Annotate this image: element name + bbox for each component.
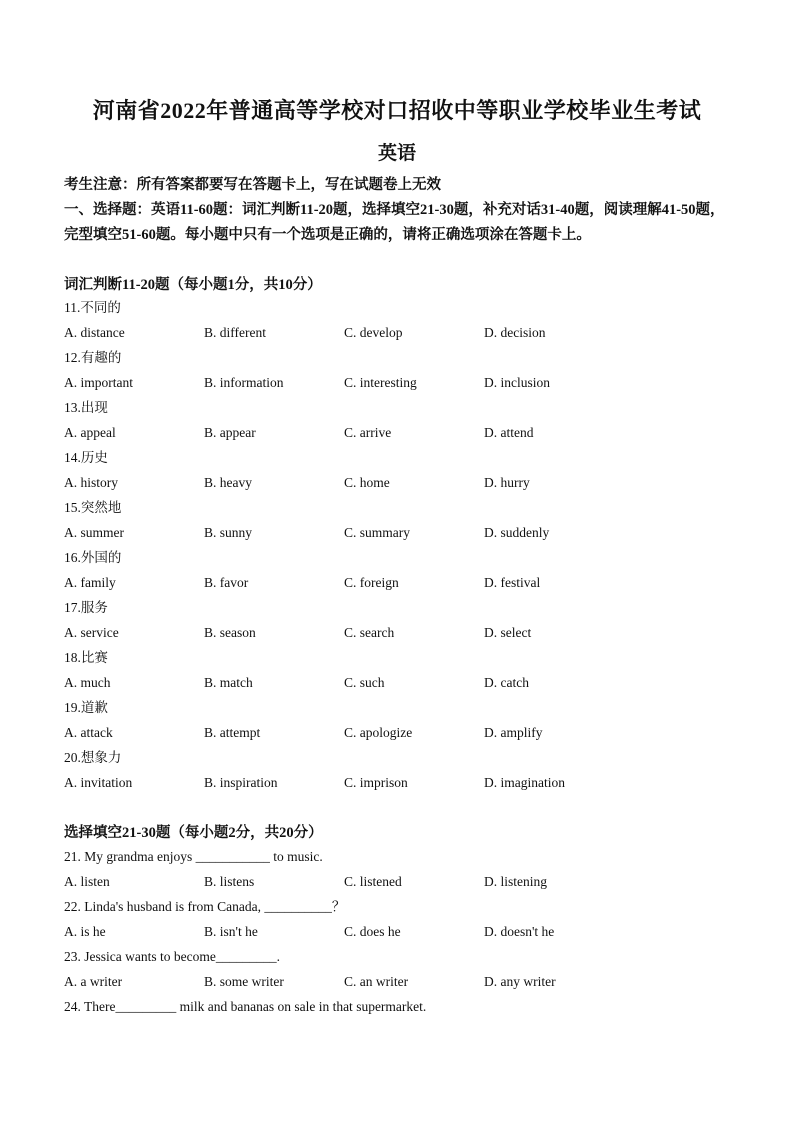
subject-title: 英语 bbox=[377, 143, 416, 164]
question-stem: 19.道歉 bbox=[64, 700, 108, 715]
option-c: C. apologize bbox=[344, 725, 413, 740]
option-d: D. festival bbox=[484, 575, 541, 590]
option-a: A. much bbox=[64, 675, 111, 690]
option-b: B. favor bbox=[204, 575, 249, 590]
option-d: D. inclusion bbox=[484, 375, 550, 390]
option-b: B. some writer bbox=[204, 974, 284, 989]
option-row bbox=[64, 620, 734, 645]
question-stem: 20.想象力 bbox=[64, 750, 122, 765]
option-c: C. such bbox=[344, 675, 385, 690]
option-c: C. imprison bbox=[344, 775, 408, 790]
option-d: D. imagination bbox=[484, 775, 565, 790]
option-b: B. listens bbox=[204, 874, 255, 889]
option-b: B. heavy bbox=[204, 475, 252, 490]
option-d: D. hurry bbox=[484, 475, 530, 490]
option-row bbox=[64, 520, 734, 545]
question-stem: 22. Linda's husband is from Canada, __________？ bbox=[64, 899, 346, 914]
option-c: C. interesting bbox=[344, 375, 417, 390]
option-b: B. different bbox=[204, 325, 266, 340]
section2-heading: 选择填空21-30题（每小题2分，共20分） bbox=[64, 825, 323, 841]
option-a: A. family bbox=[64, 575, 116, 590]
option-a: A. history bbox=[64, 475, 118, 490]
option-c: C. an writer bbox=[344, 974, 409, 989]
question-stem: 17.服务 bbox=[64, 600, 108, 615]
option-c: C. arrive bbox=[344, 425, 392, 440]
question-stem: 15.突然地 bbox=[64, 500, 122, 515]
option-a: A. distance bbox=[64, 325, 125, 340]
option-b: B. sunny bbox=[204, 525, 253, 540]
question-stem: 23. Jessica wants to become_________. bbox=[64, 949, 280, 964]
option-a: A. attack bbox=[64, 725, 113, 740]
option-b: B. season bbox=[204, 625, 256, 640]
question-stem: 12.有趣的 bbox=[64, 350, 122, 365]
section-instructions: 一、选择题：英语11-60题：词汇判断11-20题，选择填空21-30题，补充对话31-40题，阅读理解41-50题，完型填空51-60题。每小题中只有一个选项是正确的，请将正确选项涂在答题卡上。 bbox=[64, 202, 725, 243]
option-a: A. service bbox=[64, 625, 119, 640]
option-b: B. information bbox=[204, 375, 284, 390]
question-stem: 24. There_________ milk and bananas on sale in that supermarket. bbox=[64, 999, 427, 1014]
question-stem: 13.出现 bbox=[64, 400, 108, 415]
option-b: B. match bbox=[204, 675, 253, 690]
option-d: D. listening bbox=[484, 874, 547, 889]
option-row bbox=[64, 570, 734, 595]
section1-questions bbox=[64, 295, 734, 795]
option-a: A. is he bbox=[64, 924, 106, 939]
section2-questions bbox=[64, 844, 734, 1019]
option-row bbox=[64, 919, 734, 944]
exam-title: 河南省2022年普通高等学校对口招收中等职业学校毕业生考试 bbox=[92, 98, 702, 123]
option-c: C. does he bbox=[344, 924, 401, 939]
option-row bbox=[64, 420, 734, 445]
option-a: A. important bbox=[64, 375, 133, 390]
option-a: A. a writer bbox=[64, 974, 123, 989]
question-stem: 21. My grandma enjoys ___________ to music. bbox=[64, 849, 323, 864]
option-row bbox=[64, 670, 734, 695]
exam-notice: 考生注意：所有答案都要写在答题卡上，写在试题卷上无效 bbox=[64, 177, 441, 193]
option-b: B. appear bbox=[204, 425, 256, 440]
option-c: C. develop bbox=[344, 325, 403, 340]
option-d: D. suddenly bbox=[484, 525, 550, 540]
option-c: C. home bbox=[344, 475, 390, 490]
option-d: D. attend bbox=[484, 425, 534, 440]
option-c: C. listened bbox=[344, 874, 402, 889]
option-d: D. doesn't he bbox=[484, 924, 555, 939]
option-row bbox=[64, 320, 734, 345]
option-c: C. summary bbox=[344, 525, 410, 540]
option-c: C. search bbox=[344, 625, 395, 640]
question-stem: 16.外国的 bbox=[64, 550, 122, 565]
option-d: D. amplify bbox=[484, 725, 543, 740]
option-b: B. inspiration bbox=[204, 775, 278, 790]
question-stem: 14.历史 bbox=[64, 450, 108, 465]
option-row bbox=[64, 720, 734, 745]
option-b: B. isn't he bbox=[204, 924, 258, 939]
option-b: B. attempt bbox=[204, 725, 261, 740]
option-c: C. foreign bbox=[344, 575, 399, 590]
option-row bbox=[64, 370, 734, 395]
option-d: D. select bbox=[484, 625, 532, 640]
option-a: A. summer bbox=[64, 525, 124, 540]
question-stem: 18.比赛 bbox=[64, 650, 108, 665]
option-a: A. listen bbox=[64, 874, 110, 889]
option-row bbox=[64, 770, 734, 795]
option-a: A. appeal bbox=[64, 425, 116, 440]
option-d: D. decision bbox=[484, 325, 546, 340]
question-stem: 11.不同的 bbox=[64, 300, 121, 315]
option-a: A. invitation bbox=[64, 775, 133, 790]
option-d: D. any writer bbox=[484, 974, 556, 989]
option-row bbox=[64, 470, 734, 495]
option-d: D. catch bbox=[484, 675, 529, 690]
option-row bbox=[64, 869, 734, 894]
option-row bbox=[64, 969, 734, 994]
section1-heading: 词汇判断11-20题（每小题1分，共10分） bbox=[64, 277, 322, 293]
